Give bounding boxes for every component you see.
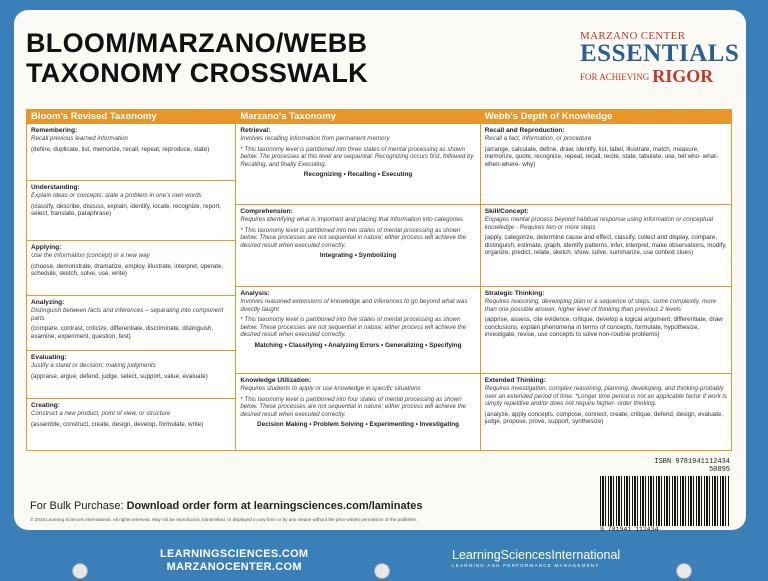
lsi-brand: LearningSciencesInternational [452, 548, 621, 562]
level-description: Recall a fact, information, or procedure [484, 135, 592, 142]
website-link[interactable]: MARZANOCENTER.COM [166, 561, 302, 573]
table-cell [481, 124, 731, 204]
level-description: Engages mental process beyond habitual response using information or conceptual knowledge - Requires two or more steps [484, 216, 714, 231]
table-cell [481, 204, 731, 286]
footer-websites [160, 548, 308, 574]
level-description: Requires students to apply or use knowledge in specific situations [240, 385, 421, 392]
title-line-2: TAXONOMY CROSSWALK [26, 58, 368, 88]
lsi-logo [452, 548, 620, 568]
logo-line-1: MARZANO CENTER [580, 30, 686, 42]
level-note: * This taxonomy level is partitioned into five states of mental processing as shown below. These processes are not sequential in nature; either process will achieve the desired result when executed correctly. [240, 316, 467, 339]
barcode-icon [600, 476, 730, 526]
price-code: 50895 [708, 466, 730, 474]
level-note: * This taxonomy level is partitioned into three states of mental processing as shown below. The processes at this level are sequential. Recognizing occurs first, followed by Recalling, and finally Executing. [240, 145, 474, 168]
table-cell [27, 124, 235, 180]
level-name: Comprehension: [240, 208, 293, 215]
table-cell [27, 295, 235, 350]
level-name: Analysis: [240, 290, 270, 297]
level-description: Distinguish between facts and inferences – separating into component parts [31, 307, 224, 322]
table-cell [236, 286, 479, 373]
level-description: Involves reasoned extensions of knowledge and inferences to go beyond what was directly taught [240, 298, 468, 313]
level-verbs: (classify, describe, discuss, explain, identify, locate, recognize, report, select, translate, paraphrase) [31, 202, 221, 218]
level-name: Knowledge Utilization: [240, 377, 312, 384]
page-title [26, 28, 368, 88]
level-description: Recall previous learned information [31, 135, 128, 142]
level-description: Use the information (concept) in a new way [31, 252, 150, 259]
bloom-column [27, 110, 236, 450]
level-processes: Decision Making • Problem Solving • Experimenting • Investigating [257, 421, 460, 429]
level-name: Creating: [31, 402, 60, 409]
binder-hole-icon [676, 563, 692, 579]
level-processes: Matching • Classifying • Analyzing Errors • Generalizing • Specifying [254, 341, 462, 349]
level-verbs: (define, duplicate, list, memorize, recall, repeat, reproduce, state) [31, 145, 210, 153]
crosswalk-table [26, 109, 732, 451]
level-verbs: (choose, demonstrate, dramatize, employ, illustrate, interpret, operate, schedule, sketch, solve, use, write) [31, 262, 224, 278]
level-verbs: (analyze, apply concepts, compose, connect, create, critique, defend, design, evaluate, judge, propose, prove, support, synthesize) [484, 410, 724, 426]
table-cell [236, 204, 479, 286]
table-cell [27, 180, 235, 240]
level-description: Involves recalling information from permanent memory [240, 135, 390, 142]
lsi-tagline: LEARNING AND PERFORMANCE MANAGEMENT [452, 563, 600, 568]
table-cell [27, 350, 235, 398]
logo-line-2: ESSENTIALS [580, 40, 740, 67]
level-verbs: (apprise, assess, cite evidence, critique, develop a logical argument, differentiate, draw conclusions, explain phenomena in terms of concepts, formulate, hypothesize, investigate, revise, use concepts to solve non-routine problems) [484, 316, 723, 339]
marzano-column [236, 110, 480, 450]
logo-line-3: FOR ACHIEVING [580, 71, 650, 82]
binder-hole-icon [374, 563, 390, 579]
level-verbs: (apply, categorize, determine cause and effect, classify, collect and display, compare, distinguish, estimate, graph, identify patterns, infer, interpret, make observations, modify, organize, predict, relate, sketch, show, solve, summarize, use context clues) [484, 234, 727, 257]
barcode-number: 9 781941 112434 [600, 526, 659, 533]
level-note: * This taxonomy level is partitioned into four states of mental processing as shown below. These processes are not sequential in nature; either process will achieve the desired result when executed correctly. [240, 395, 467, 418]
binder-hole-icon [72, 563, 88, 579]
webb-column [481, 110, 731, 450]
isbn-block [600, 458, 730, 533]
table-cell [481, 286, 731, 373]
level-name: Recall and Reproduction: [484, 127, 565, 134]
level-description: Justify a stand or decision; making judgments [31, 362, 156, 369]
level-description: Requires identifying what is important and placing that information into categories [240, 216, 463, 223]
website-link[interactable]: LEARNINGSCIENCES.COM [160, 548, 309, 560]
level-name: Evaluating: [31, 354, 67, 361]
level-description: Requires investigation, complex reasoning, planning, developing, and thinking-probably over an extended period of time. *Longer time period is not an applicable factor if work is simply repetitive and/or does not require higher- order thinking. [484, 385, 727, 408]
level-name: Remembering: [31, 127, 78, 134]
level-description: Explain ideas or concepts; state a problem in one's own words [31, 192, 202, 199]
level-name: Retrieval: [240, 127, 271, 134]
level-verbs: (assemble, construct, create, design, develop, formulate, write) [31, 420, 204, 428]
level-verbs: (appraise, argue, defend, judge, select, support, value, evaluate) [31, 372, 208, 380]
isbn-label: ISBN 9781941112434 [654, 458, 730, 466]
level-description: Construct a new product, point of view, or structure [31, 410, 171, 417]
column-header: Webb's Depth of Knowledge [481, 110, 731, 124]
title-line-1: BLOOM/MARZANO/WEBB [26, 28, 368, 58]
bulk-link[interactable]: Download order form at learningsciences.com/laminates [126, 500, 423, 512]
level-name: Understanding: [31, 184, 80, 191]
level-name: Applying: [31, 244, 62, 251]
table-cell [27, 398, 235, 450]
level-name: Extended Thinking: [484, 377, 546, 384]
column-header: Bloom's Revised Taxonomy [27, 110, 235, 124]
marzano-essentials-logo [580, 30, 740, 87]
level-processes: Integrating • Symbolizing [319, 252, 397, 260]
level-description: Requires reasoning, developing plan or a sequence of steps, some complexity, more than one possible answer, higher level of thinking than previous 2 levels [484, 298, 717, 313]
bulk-prefix: For Bulk Purchase: [30, 500, 124, 512]
table-cell [27, 240, 235, 295]
level-verbs: (arrange, calculate, define, draw, identify, list, label, illustrate, match, measure, memorize, quote, recognize, repeat, recall, recite, state, tabulate, use, tell who- what- when-where- why) [484, 145, 718, 168]
table-cell [236, 124, 479, 204]
copyright-notice: © 2015 Learning Sciences International. All rights reserved. May not be reproduced, transmitted, or displayed in any form or by any means without the prior written permission of the publisher. [30, 517, 418, 522]
level-name: Skill/Concept: [484, 208, 529, 215]
column-header: Marzano's Taxonomy [236, 110, 479, 124]
level-processes: Recognizing • Recalling • Executing [303, 171, 413, 179]
level-note: * This taxonomy level is partitioned into two states of mental processing as shown below. These processes are not sequential in nature; either process will achieve the desired result when executed correctly. [240, 226, 467, 249]
level-name: Strategic Thinking: [484, 290, 545, 297]
table-cell [481, 373, 731, 450]
table-cell [236, 373, 479, 450]
level-name: Analyzing: [31, 299, 65, 306]
level-verbs: (compare, contrast, criticize, differentiate, discriminate, distinguish, examine, experiment, question, test) [31, 325, 214, 340]
bulk-purchase-line [30, 500, 422, 512]
logo-line-4: RIGOR [652, 66, 714, 86]
